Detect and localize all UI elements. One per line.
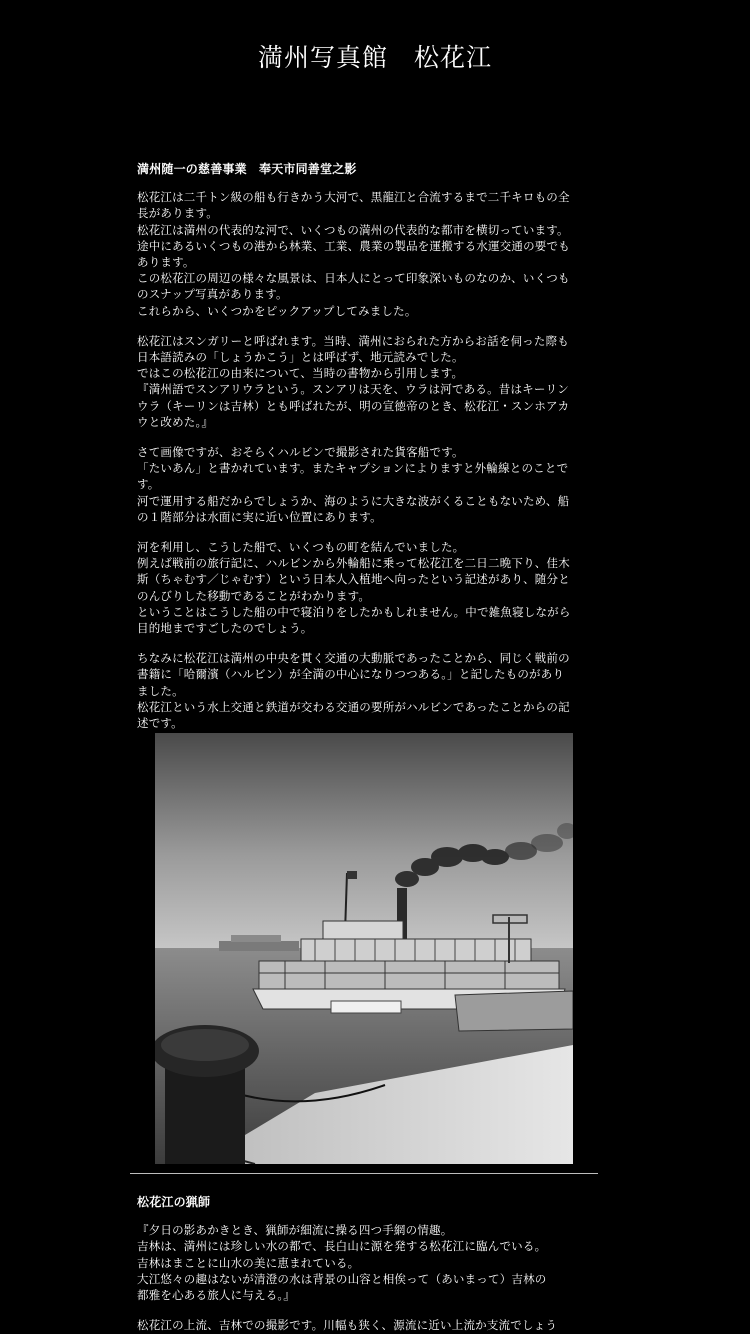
paragraph [137,1317,592,1333]
paragraph-list-2 [137,1222,592,1333]
text-line: ました。 [137,683,184,698]
paragraph-list [137,189,592,731]
text-line: の１階部分は水面に実に近い位置にあります。 [137,509,382,524]
text-line: 都雅を心ある旅人に与える。』 [137,1288,296,1303]
section-heading-2: 松花江の猟師 [137,1195,211,1209]
paragraph [137,333,592,430]
text-line: のスナップ写真があります。 [137,287,288,302]
text-line: 松花江は二千トン級の船も行きかう大河で、黒龍江と合流するまで二千キロもの全 [137,190,570,205]
paragraph [137,1222,592,1303]
steamboat-photo [155,733,573,1164]
paragraph [137,539,592,636]
text-line: 吉林はまことに山水の美に恵まれている。 [137,1255,360,1270]
text-line: 『満州語でスンアリウラという。スンアリは天を、ウラは河である。昔はキーリン [137,382,569,397]
article-section-1 [137,161,592,745]
text-line: 松花江の上流、吉林での撮影です。川幅も狭く、源流に近い上流か支流でしょう [137,1318,558,1333]
text-line: 途中にあるいくつもの港から林業、工業、農業の製品を運搬する水運交通の要でも [137,238,570,253]
text-line: 例えば戦前の旅行記に、ハルビンから外輪船に乗って松花江を二日二晩下り、佳木 [137,556,570,571]
text-line: 目的地まですごしたのでしょう。 [137,621,313,636]
paragraph [137,650,592,731]
text-line: 大江悠々の趣はないが清澄の水は背景の山容と相俟って（あいまって）吉林の [137,1271,547,1286]
text-line: 松花江という水上交通と鉄道が交わる交通の要所がハルビンであったことからの記 [137,699,570,714]
text-line: 述です。 [137,716,183,731]
text-line: 斯（ちゃむす／じゃむす）という日本人入植地へ向ったという記述があり、随分と [137,572,570,587]
text-line: ウと改めた。』 [137,414,214,429]
paragraph [137,189,592,319]
text-line: ということはこうした船の中で寝泊りをしたかもしれません。中で雑魚寝しながら [137,604,571,619]
text-line: のんびりした移動であることがわかります。 [137,588,371,603]
section-divider [130,1173,598,1174]
text-line: 『夕日の影あかきとき、猟師が細流に操る四つ手網の情趣。 [137,1223,453,1238]
text-line: あります。 [137,255,195,270]
article-section-2 [137,1194,592,1334]
text-line: 「たいあん」と書かれています。またキャプションによりますと外輪線とのことで [137,461,569,476]
text-line: 河を利用し、こうした船で、いくつもの町を結んでいました。 [137,540,465,555]
text-line: す。 [137,477,160,492]
text-line: 吉林は、満州には珍しい水の都で、長白山に源を発する松花江に臨んでいる。 [137,1239,547,1254]
text-line: 松花江は満州の代表的な河で、いくつもの満州の代表的な都市を横切っています。 [137,222,569,237]
text-line: これらから、いくつかをピックアップしてみました。 [137,303,417,318]
steamboat-photo-drawing [155,733,573,1164]
text-line: 河で運用する船だからでしょうか、海のように大きな波がくることもないため、船 [137,493,570,508]
text-line: 日本語読みの「しょうかこう」とは呼ばず、地元読みでした。 [137,350,464,365]
text-line: ではこの松花江の由来について、当時の書物から引用します。 [137,366,464,381]
text-line: さて画像ですが、おそらくハルビンで撮影された貨客船です。 [137,445,464,460]
section-heading: 満州随一の慈善事業 奉天市同善堂之影 [137,162,357,176]
text-line: 長があります。 [137,206,218,221]
paragraph [137,444,592,525]
text-line: ウラ（キーリンは吉林）とも呼ばれたが、明の宣徳帝のとき、松花江・スンホアカ [137,398,570,413]
site-title: 満州写真館 松花江 [257,43,492,72]
text-line: 松花江はスンガリーと呼ばれます。当時、満州におられた方からお話を伺った際も [137,333,569,348]
text-line: この松花江の周辺の様々な風景は、日本人にとって印象深いものなのか、いくつも [137,271,570,286]
text-line: ちなみに松花江は満州の中央を貫く交通の大動脈であったことから、同じく戦前の [137,651,570,666]
text-line: 書籍に「哈爾濱（ハルビン）が全満の中心になりつつある。」と記したものがあり [137,667,565,682]
